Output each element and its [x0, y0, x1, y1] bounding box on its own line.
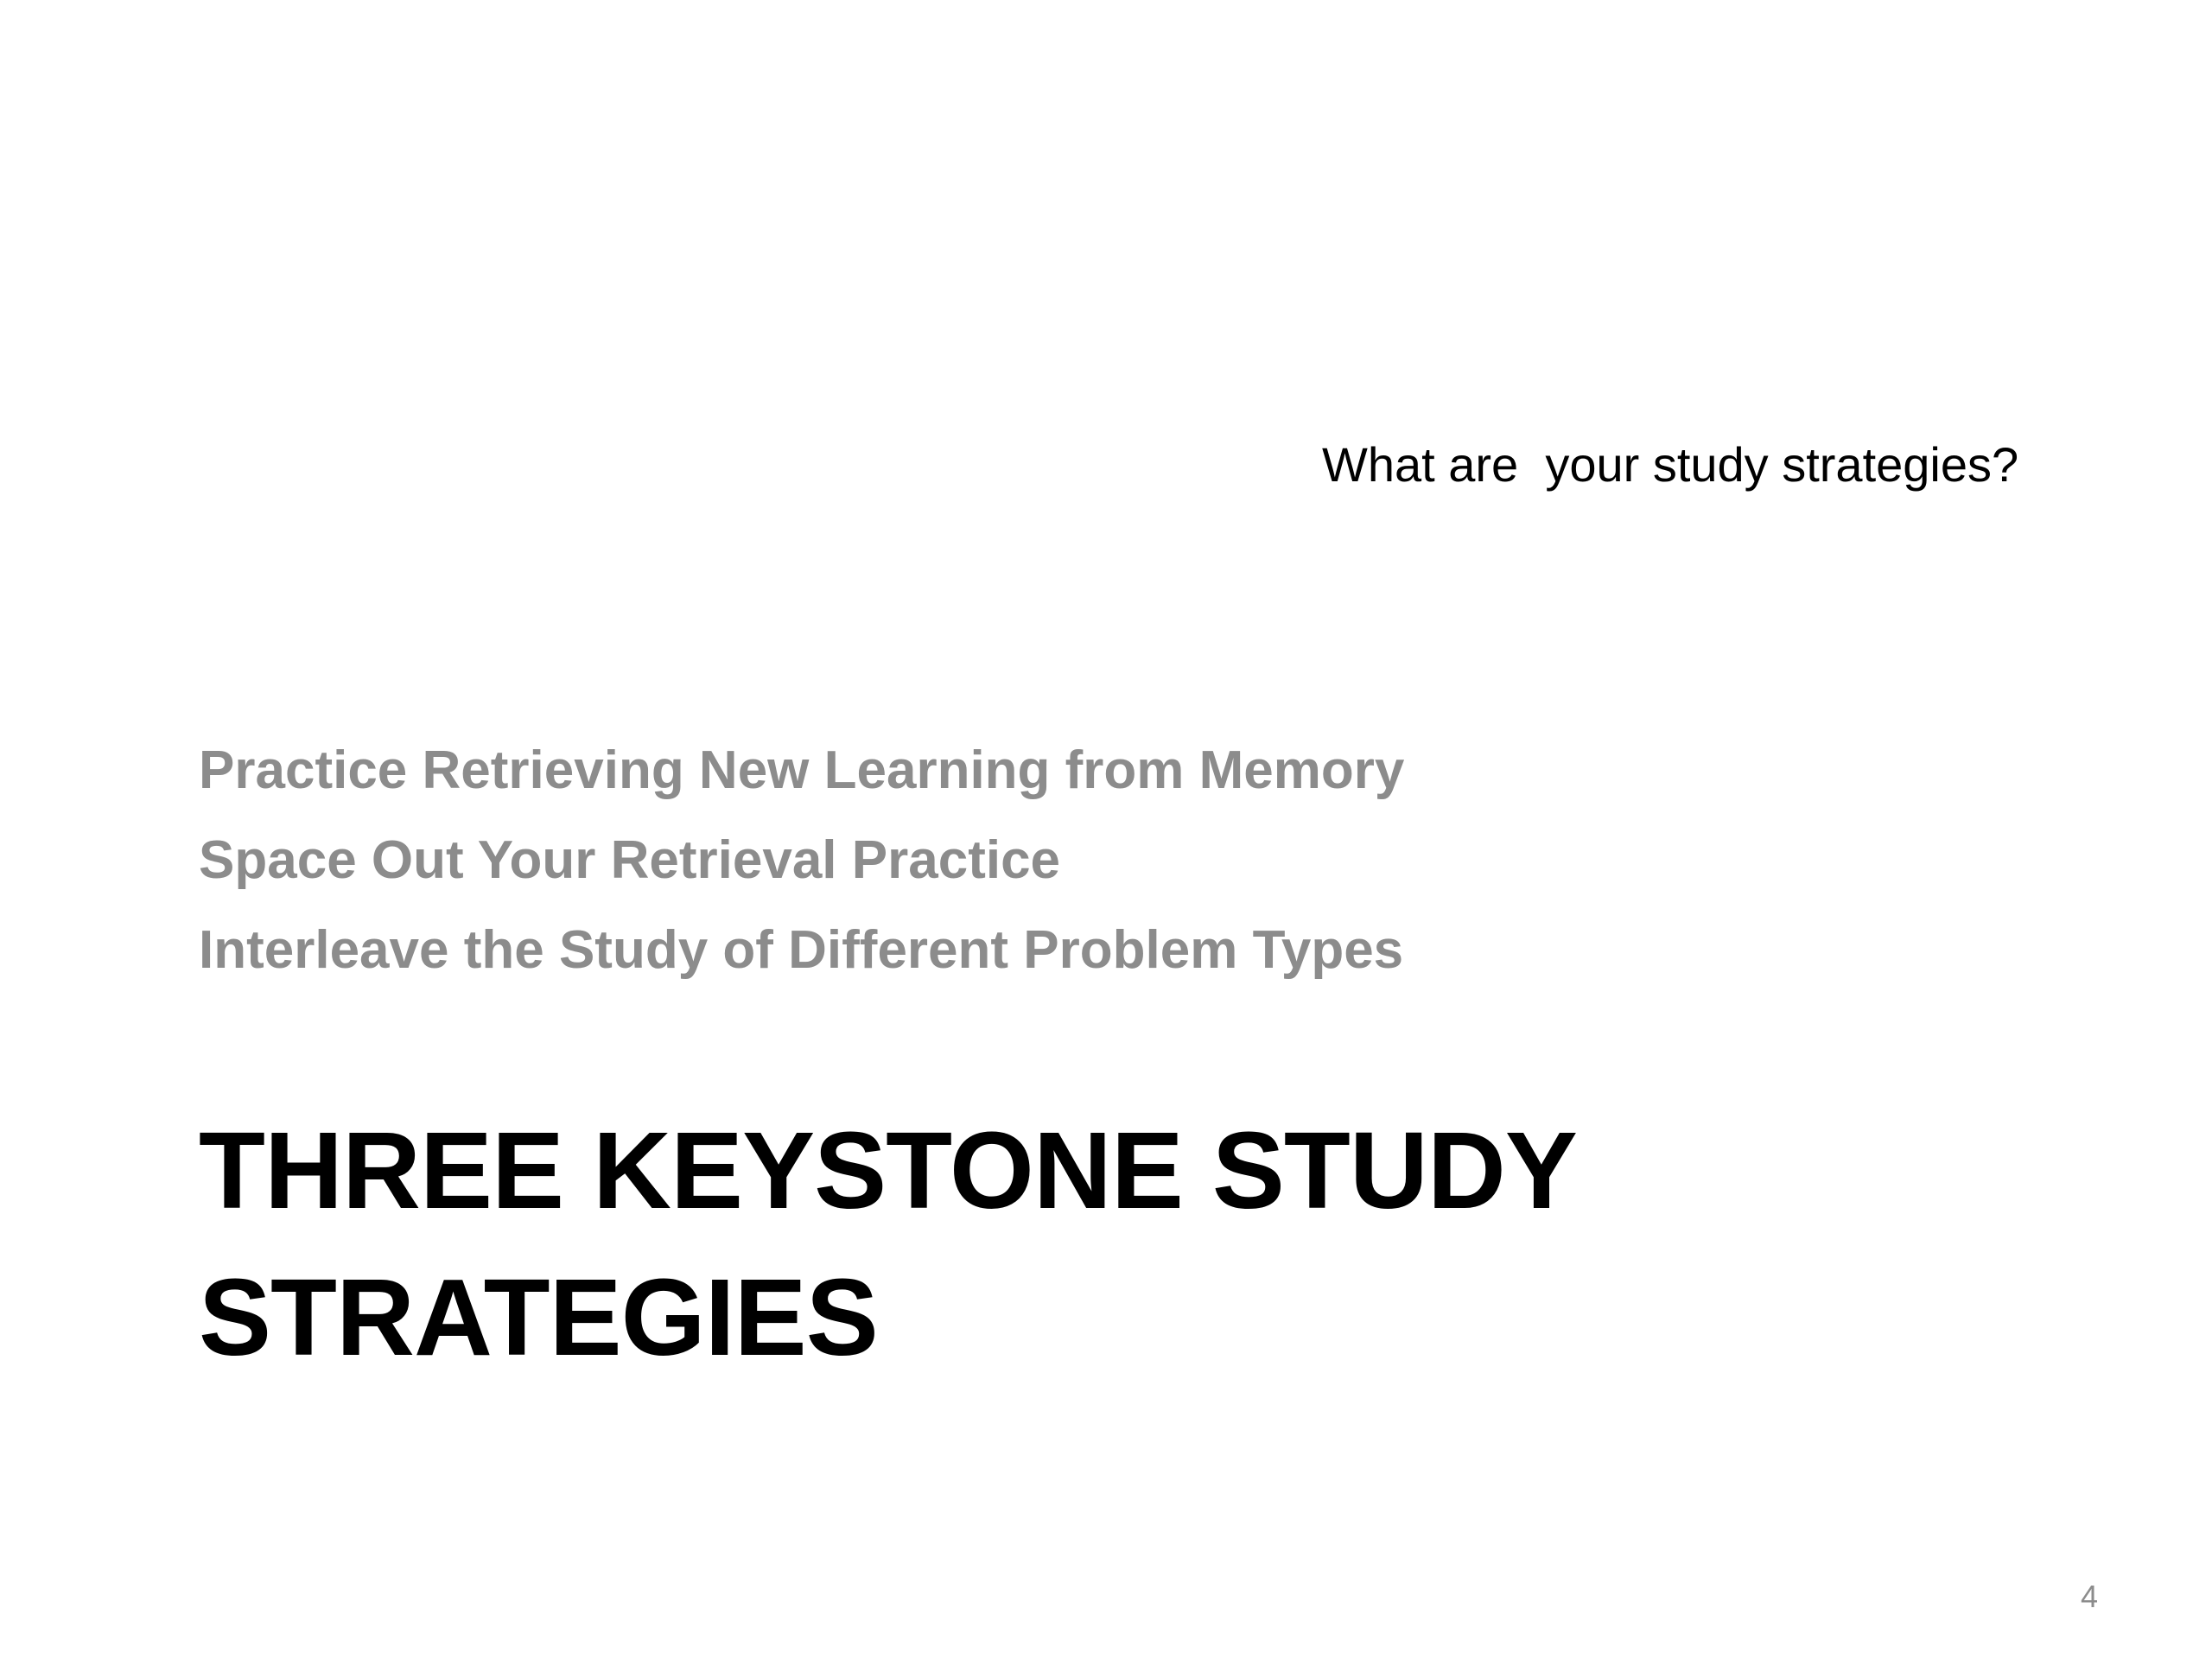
question-text: What are your study strategies? — [1322, 437, 2019, 492]
strategy-list — [199, 726, 1404, 995]
slide-title-line: THREE KEYSTONE STUDY — [199, 1109, 1577, 1231]
strategy-item: Space Out Your Retrieval Practice — [199, 830, 1061, 890]
strategy-item: Interleave the Study of Different Problem Types — [199, 920, 1404, 980]
page-number: 4 — [2080, 1579, 2098, 1614]
slide-title-line: STRATEGIES — [199, 1256, 878, 1378]
slide-title — [199, 1097, 1840, 1391]
strategy-item: Practice Retrieving New Learning from Memory — [199, 741, 1405, 800]
